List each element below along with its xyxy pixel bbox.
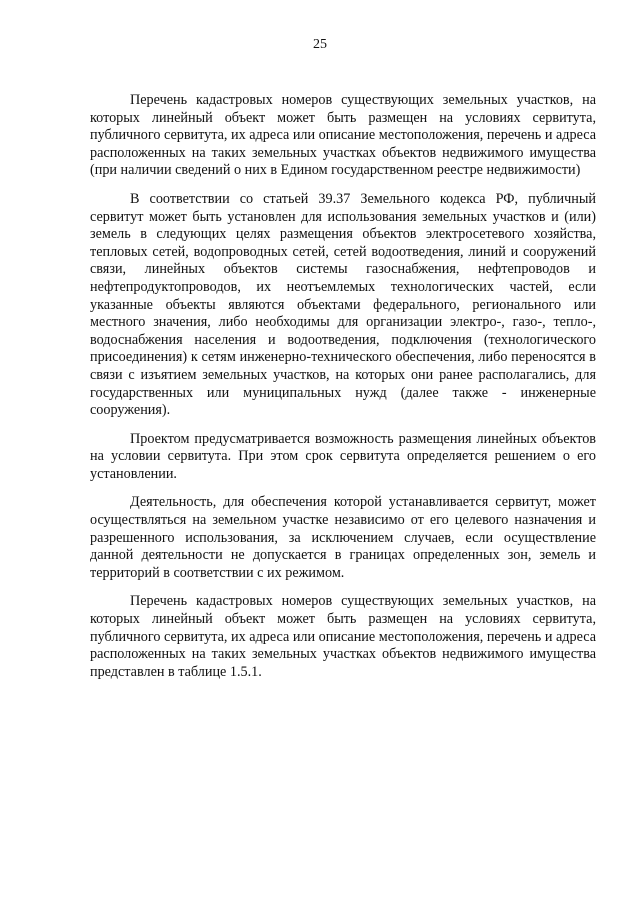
paragraph-cadastral-table-ref: Перечень кадастровых номеров существующих земельных участков, на которых линейный объект может быть размещен на условиях сервитута, публичного сервитута, их адреса или описание местоположения, перечень и адреса расположенных на таких земельных участках объектов недвижимого имущества представлен в таблице 1.5.1. (90, 593, 596, 680)
paragraph-project-servitude: Проектом предусматривается возможность размещения линейных объектов на условии сервитута. При этом срок сервитута определяется решением о его установлении. (90, 430, 596, 482)
document-body (90, 92, 596, 692)
paragraph-activity: Деятельность, для обеспечения которой устанавливается сервитут, может осуществляться на земельном участке независимо от его целевого назначения и разрешенного использования, за исключением случаев, если осуществление данной деятельности не допускается в границах определенных зон, земель и территорий в соответствии с их режимом. (90, 494, 596, 581)
paragraph-public-servitude: В соответствии со статьей 39.37 Земельного кодекса РФ, публичный сервитут может быть установлен для использования земельных участков и (или) земель в следующих целях размещения объектов электросетевого хозяйства, тепловых сетей, водопроводных сетей, сетей водоотведения, линий и сооружений связи, линейных объектов системы газоснабжения, нефтепроводов и нефтепродуктопроводов, их неотъемлемых технологических частей, если указанные объекты являются объектами федерального, регионального или местного значения, либо необходимы для организации электро-, газо-, тепло-, водоснабжения населения и водоотведения, подключения (технологического присоединения) к сетям инженерно-технического обеспечения, либо переносятся в связи с изъятием земельных участков, на которых они ранее располагались, для государственных или муниципальных нужд (далее также - инженерные сооружения). (90, 190, 596, 419)
paragraph-heading-cadastral-list: Перечень кадастровых номеров существующих земельных участков, на которых линейный объект может быть размещен на условиях сервитута, публичного сервитута, их адреса или описание местоположения, перечень и адреса расположенных на таких земельных участках объектов недвижимого имущества (при наличии сведений о них в Едином государственном реестре недвижимости) (90, 92, 596, 179)
page-number: 25 (313, 37, 327, 52)
